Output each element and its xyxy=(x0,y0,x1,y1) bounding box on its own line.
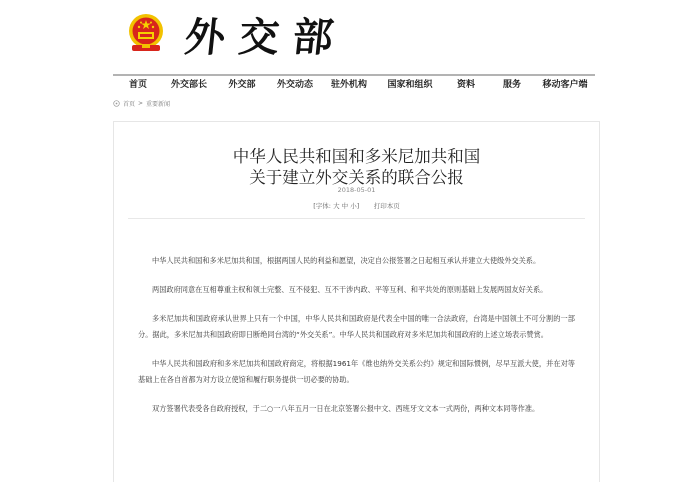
article-paragraph: 两国政府同意在互相尊重主权和领土完整、互不侵犯、互不干涉内政、平等互利、和平共处的原则基础上发展两国友好关系。 xyxy=(152,285,548,294)
article-tools xyxy=(114,201,599,210)
print-button[interactable]: 打印本页 xyxy=(373,202,400,210)
national-emblem-icon[interactable] xyxy=(126,12,166,54)
nav-item-diplomatic-news[interactable]: 外交动态 xyxy=(276,80,313,90)
nav-item-ministry[interactable]: 外交部 xyxy=(228,80,256,90)
breadcrumb xyxy=(113,99,170,108)
nav-item-home[interactable]: 首页 xyxy=(128,80,147,90)
article-date: 2018-05-01 xyxy=(337,186,376,194)
article-title-line1: 中华人民共和国和多米尼加共和国 xyxy=(232,147,481,167)
breadcrumb-current[interactable]: 重要新闻 xyxy=(146,101,171,108)
article-title xyxy=(114,146,599,188)
font-medium-button[interactable]: 中 xyxy=(341,202,349,210)
article-paragraph: 双方签署代表受各自政府授权，于二○一八年五月一日在北京签署公报中文、西班牙文文本一式两份，两种文本同等作准。 xyxy=(152,404,540,413)
article-body xyxy=(138,253,575,430)
font-size-label: [字体: xyxy=(313,202,331,210)
article-card xyxy=(113,121,600,482)
breadcrumb-home[interactable]: 首页 xyxy=(123,101,136,108)
nav-item-countries[interactable]: 国家和组织 xyxy=(387,80,433,90)
article-paragraph: 中华人民共和国和多米尼加共和国，根据两国人民的利益和愿望，决定自公报签署之日起相互承认并建立大使级外交关系。 xyxy=(152,256,541,265)
nav-item-resources[interactable]: 资料 xyxy=(456,80,475,90)
nav-item-mobile[interactable]: 移动客户端 xyxy=(542,80,588,90)
nav-item-minister[interactable]: 外交部长 xyxy=(170,80,207,90)
nav-item-missions[interactable]: 驻外机构 xyxy=(330,80,367,90)
home-icon xyxy=(113,100,120,107)
article-paragraph: 中华人民共和国政府和多米尼加共和国政府商定，将根据1961年《维也纳外交关系公约》规定和国际惯例，尽早互派大使，并在对等基础上在各自首都为对方设立使馆和履行职务提供一切必要的协助。 xyxy=(138,359,575,384)
article-title-line2: 关于建立外交关系的联合公报 xyxy=(249,168,464,188)
main-nav xyxy=(113,76,595,94)
font-small-button[interactable]: 小] xyxy=(350,202,360,210)
breadcrumb-separator: > xyxy=(138,100,144,107)
site-header xyxy=(0,0,696,76)
site-logo[interactable]: 外交部 xyxy=(182,14,350,61)
title-divider xyxy=(128,218,585,219)
nav-item-services[interactable]: 服务 xyxy=(502,80,521,90)
font-large-button[interactable]: 大 xyxy=(333,202,340,210)
article-paragraph: 多米尼加共和国政府承认世界上只有一个中国，中华人民共和国政府是代表全中国的唯一合法政府，台湾是中国领土不可分割的一部分。据此，多米尼加共和国政府即日断绝同台湾的“外交关系”。中华人民共和国政府对多米尼加共和国政府的上述立场表示赞赏。 xyxy=(138,314,575,339)
